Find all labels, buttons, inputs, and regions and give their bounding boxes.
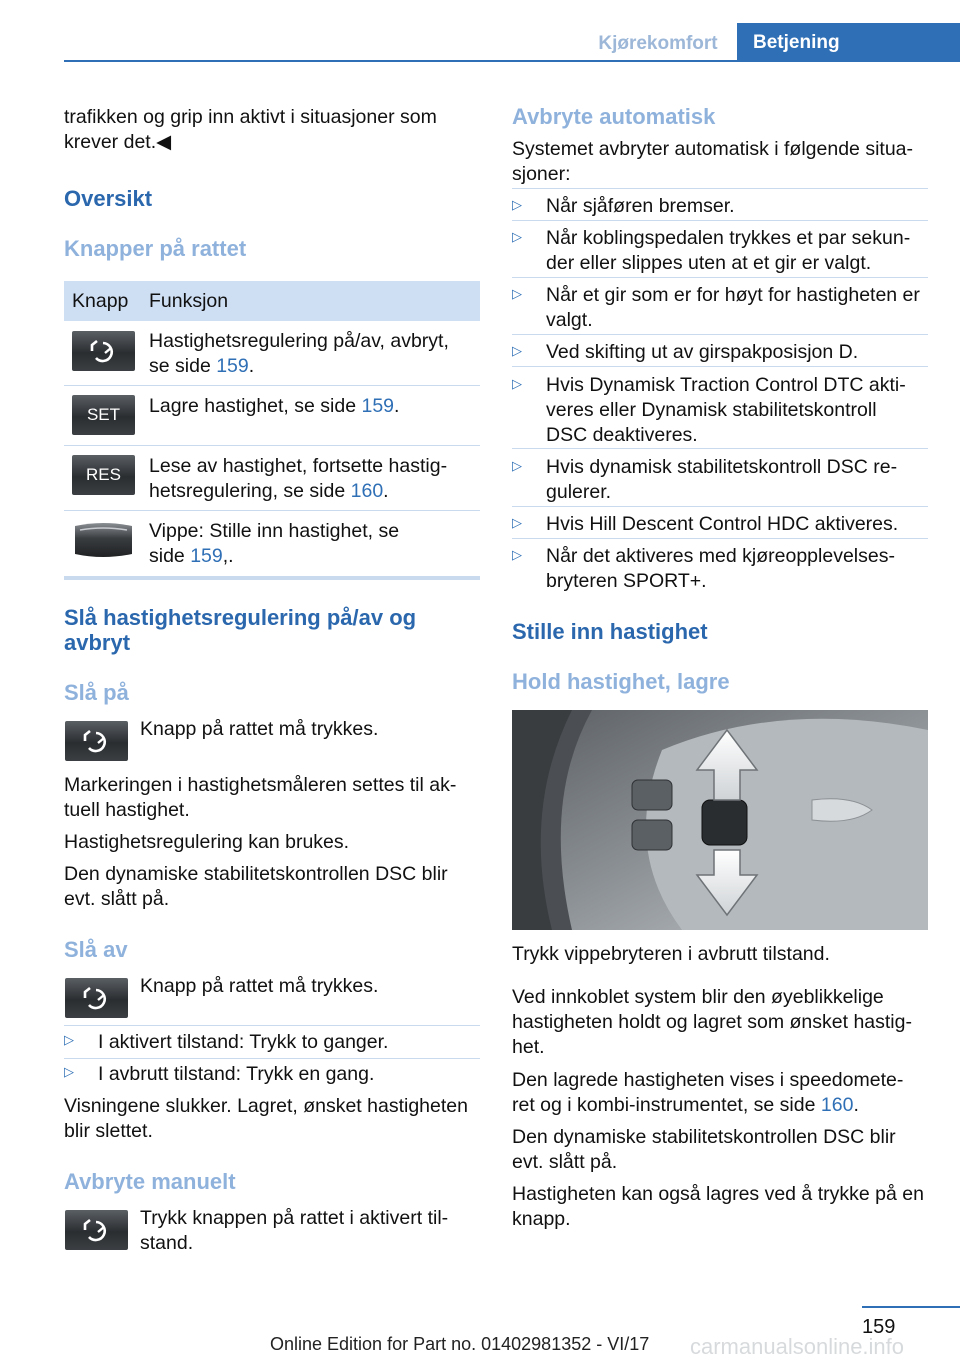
table-row-1-line-1: Hastighetsregulering på/av, avbryt,: [149, 330, 449, 352]
list-item: Hvis Hill Descent Control HDC aktiveres.: [546, 513, 899, 535]
table-row-4-line-1: Vippe: Stille inn hastighet, se: [149, 520, 400, 542]
header-tab-section[interactable]: Kjørekomfort: [598, 33, 718, 54]
sla-av-text: Knapp på rattet må trykkes.: [140, 975, 379, 997]
rocker-switch-icon: [72, 520, 135, 560]
para-dsc-1: Den dynamiske stabilitetskontrollen DSC blir: [64, 863, 448, 885]
list-item: Hvis Dynamisk Traction Control DTC akti‐: [546, 374, 906, 396]
footer-rule: [862, 1306, 960, 1308]
para-dsc-2: evt. slått på.: [64, 888, 170, 910]
res-button-icon: RES: [72, 455, 135, 495]
header-tab-chapter[interactable]: Betjening: [737, 23, 960, 61]
bullet-triangle-icon: ▷: [512, 547, 522, 562]
list-divider: [512, 188, 928, 189]
list-divider: [512, 277, 928, 278]
para-visninger-1: Visningene slukker. Lagret, ønsket hastigheten: [64, 1095, 468, 1117]
bullet-triangle-icon: ▷: [512, 458, 522, 473]
para-innkoblet-1: Ved innkoblet system blir den øyeblikkelige: [512, 986, 884, 1008]
heading-sla-line-1: Slå hastighetsregulering på/av og: [64, 605, 417, 630]
para-markering-1: Markeringen i hastighetsmåleren settes til ak‐: [64, 774, 457, 796]
table-col-knapp: Knapp: [72, 290, 129, 312]
para-knapp-2: knapp.: [512, 1208, 571, 1230]
intro-line-2: krever det.◀: [64, 131, 172, 153]
heading-sla-line-2: avbryt: [64, 630, 131, 655]
para-dsc-right-2: evt. slått på.: [512, 1151, 618, 1173]
page-link[interactable]: 159: [190, 545, 223, 567]
heading-avbryte-manuelt: Avbryte manuelt: [64, 1169, 236, 1194]
table-row-4-line-2: side 159,.: [149, 545, 234, 567]
list-divider: [512, 366, 928, 367]
cruise-control-button-icon: [65, 721, 128, 761]
para-lagrede-2: ret og i kombi-instrumentet, se side 160.: [512, 1094, 859, 1116]
list-item: Når et gir som er for høyt for hastigheten er: [546, 284, 920, 306]
heading-hold-hastighet: Hold hastighet, lagre: [512, 669, 730, 694]
para-lagrede-1: Den lagrede hastigheten vises i speedomete‐: [512, 1069, 904, 1091]
list-item: bryteren SPORT+.: [546, 570, 707, 592]
list-item: valgt.: [546, 309, 593, 331]
bullet-triangle-icon: ▷: [512, 197, 522, 212]
page-link[interactable]: 159: [361, 395, 395, 417]
footer-edition: Online Edition for Part no. 01402981352 - VI/17: [270, 1334, 650, 1354]
page-link[interactable]: 160: [350, 480, 384, 502]
page-link[interactable]: 159: [216, 355, 249, 377]
bullet-triangle-icon: ▷: [512, 343, 522, 358]
bullet-triangle-icon: ▷: [512, 286, 522, 301]
auto-intro-2: sjoner:: [512, 163, 571, 185]
list-item: der eller slippes uten at et gir er valgt.: [546, 252, 872, 274]
heading-stille-inn: Stille inn hastighet: [512, 619, 708, 644]
cruise-control-button-icon: [65, 978, 128, 1018]
table-bottom-rule: [64, 576, 480, 580]
list-divider: [512, 220, 928, 221]
footer-watermark: carmanualsonline.info: [690, 1334, 905, 1359]
table-row-1-line-2: se side 159.: [149, 355, 255, 377]
para-dsc-right-1: Den dynamiske stabilitetskontrollen DSC blir: [512, 1126, 896, 1148]
bullet-triangle-icon: ▷: [512, 515, 522, 530]
list-divider: [64, 1058, 480, 1059]
set-button-icon: SET: [72, 395, 135, 435]
bullet-triangle-icon: ▷: [512, 376, 522, 391]
avbryte-text-1: Trykk knappen på rattet i aktivert til‐: [140, 1207, 449, 1229]
table-row-3-line-2: hetsregulering, se side 160.: [149, 480, 389, 502]
para-innkoblet-2: hastigheten holdt og lagret som ønsket hastig‐: [512, 1011, 912, 1033]
heading-knapper: Knapper på rattet: [64, 236, 247, 261]
list-item: Når sjåføren bremser.: [546, 195, 735, 217]
heading-sla-pa: Slå på: [64, 680, 129, 705]
list-item: Når koblingspedalen trykkes et par sekun‐: [546, 227, 911, 249]
sla-pa-text: Knapp på rattet må trykkes.: [140, 718, 379, 740]
photo-caption: Trykk vippebryteren i avbrutt tilstand.: [512, 943, 830, 965]
table-row-2-line-1: Lagre hastighet, se side 159.: [149, 395, 400, 417]
list-item: Ved skifting ut av girspakposisjon D.: [546, 341, 859, 363]
table-col-funksjon: Funksjon: [149, 290, 229, 312]
list-item: Når det aktiveres med kjøreopplevelses‐: [546, 545, 895, 567]
para-innkoblet-3: het.: [512, 1036, 545, 1058]
bullet-triangle-icon: ▷: [512, 229, 522, 244]
bullet-triangle-icon: ▷: [64, 1032, 74, 1047]
heading-sla-av: Slå av: [64, 937, 128, 962]
auto-intro-1: Systemet avbryter automatisk i følgende situa‐: [512, 138, 913, 160]
heading-avbryte-automatisk: Avbryte automatisk: [512, 104, 716, 129]
page-number: 159: [862, 1316, 896, 1338]
table-row-3-line-1: Lese av hastighet, fortsette hastig‐: [149, 455, 448, 477]
table-divider: [64, 385, 480, 386]
para-visninger-2: blir slettet.: [64, 1120, 153, 1142]
list-item: veres eller Dynamisk stabilitetskontroll: [546, 399, 877, 421]
list-item: DSC deaktiveres.: [546, 424, 698, 446]
para-knapp-1: Hastigheten kan også lagres ved å trykke på en: [512, 1183, 924, 1205]
table-divider: [64, 510, 480, 511]
cruise-control-button-icon: [72, 331, 135, 371]
bullet-triangle-icon: ▷: [64, 1064, 74, 1079]
list-item: ▷ I avbrutt tilstand: Trykk en gang.: [64, 1063, 375, 1085]
intro-line-1: trafikken og grip inn aktivt i situasjoner som: [64, 106, 437, 128]
list-item: gulerer.: [546, 481, 612, 503]
cruise-control-button-icon: [65, 1210, 128, 1250]
steering-wheel-photo: [512, 710, 928, 930]
para-kan-brukes: Hastighetsregulering kan brukes.: [64, 831, 350, 853]
avbryte-text-2: stand.: [140, 1232, 194, 1254]
list-item: ▷ I aktivert tilstand: Trykk to ganger.: [64, 1031, 389, 1053]
list-divider: [512, 538, 928, 539]
list-divider: [64, 1025, 480, 1026]
list-divider: [512, 506, 928, 507]
para-markering-2: tuell hastighet.: [64, 799, 190, 821]
list-item: Hvis dynamisk stabilitetskontroll DSC re‐: [546, 456, 898, 478]
heading-oversikt: Oversikt: [64, 186, 153, 211]
list-divider: [512, 448, 928, 449]
header-rule: [64, 60, 960, 62]
table-divider: [64, 445, 480, 446]
page-link[interactable]: 160: [820, 1094, 854, 1116]
list-divider: [512, 334, 928, 335]
